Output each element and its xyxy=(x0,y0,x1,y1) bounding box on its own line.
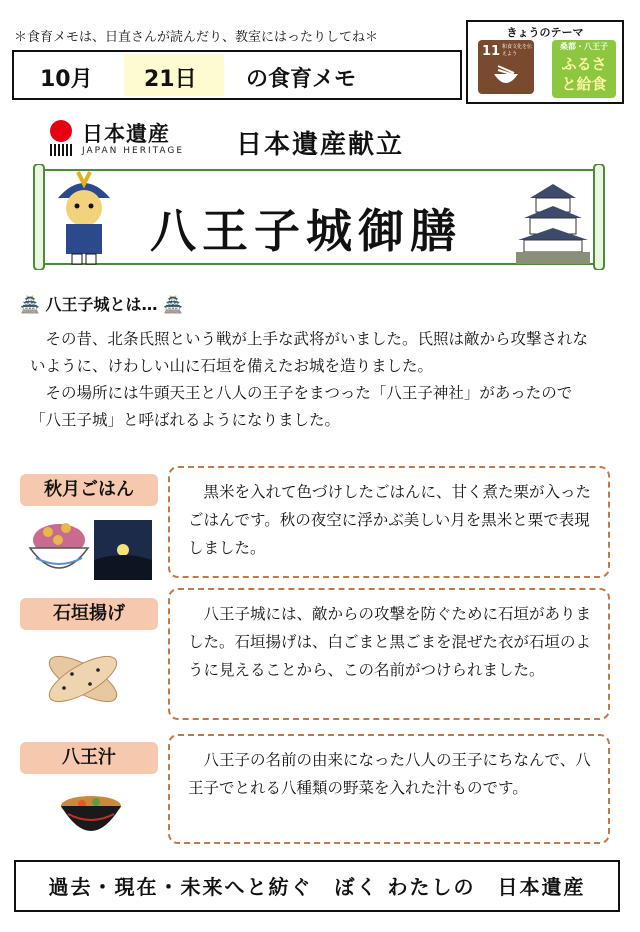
washoku-badge xyxy=(478,40,534,94)
local-label: 桑都・八王子 xyxy=(560,42,608,51)
night-moon-icon xyxy=(94,520,152,580)
theme-box xyxy=(466,20,624,104)
dish-name-tag: 秋月ごはん xyxy=(20,474,158,506)
samurai-character-icon xyxy=(48,168,120,266)
dish-description-card xyxy=(168,466,610,578)
section-heading xyxy=(20,292,183,315)
date-box xyxy=(12,50,462,100)
badge-number: 11 xyxy=(482,44,501,59)
heritage-name: 日本遺産 xyxy=(82,122,170,146)
rice-bowl-icon xyxy=(26,514,92,586)
dish-description-card xyxy=(168,734,610,844)
japan-heritage-logo-icon xyxy=(50,120,72,142)
castle-mark-icon: 🏯 xyxy=(20,295,40,314)
menu-title: 日本遺産献立 xyxy=(236,130,405,160)
day-label: 21日 xyxy=(144,67,197,92)
dish-description-card xyxy=(168,588,610,720)
dish-description: 八王子の名前の由来になった八人の王子にちなんで、八王子でとれる八種類の野菜を入れた汁ものです。 xyxy=(188,751,591,797)
furusato-badge xyxy=(552,40,616,98)
memo-label: の食育メモ xyxy=(246,67,357,92)
banner-title: 八王子城御膳 xyxy=(150,204,462,258)
intro-paragraph: その昔、北条氏照という戦が上手な武将がいました。氏照は敵から攻撃されないように、けわしい山に石垣を備えたお城を造りました。 xyxy=(30,330,589,375)
local-name: ふるさと給食 xyxy=(561,55,607,93)
dish-description: 八王子城には、敵からの攻撃を防ぐために石垣がありました。石垣揚げは、白ごまと黒ごまを混ぜた衣が石垣のように見えることから、この名前がつけられました。 xyxy=(188,605,592,679)
logo-bars-icon xyxy=(50,144,72,156)
footer-slogan: 過去・現在・未来へと紡ぐ ぼく わたしの 日本遺産 xyxy=(14,860,620,912)
section-heading-text: 八王子城とは… xyxy=(45,295,158,314)
dish-description: 黒米を入れて色づけしたごはんに、甘く煮た栗が入ったごはんです。秋の夜空に浮かぶ美しい月を黒米と栗で表現しました。 xyxy=(188,483,592,557)
fried-food-icon xyxy=(42,648,124,710)
top-note: ＊食育メモは、日直さんが読んだり、教室にはったりしてね＊ xyxy=(14,30,379,45)
dish-name-tag: 石垣揚げ xyxy=(20,598,158,630)
month-label: 10月 xyxy=(40,67,93,92)
castle-mark-icon: 🏯 xyxy=(163,295,184,314)
heritage-name-en: JAPAN HERITAGE xyxy=(82,146,185,156)
bowl-chopsticks-icon xyxy=(492,64,520,90)
theme-title: きょうのテーマ xyxy=(506,26,584,39)
intro-text xyxy=(30,326,590,434)
badge-text: 和食文化を伝えよう xyxy=(502,44,533,57)
dish-name-tag: 八王汁 xyxy=(20,742,158,774)
soup-bowl-icon xyxy=(58,786,124,848)
intro-paragraph: その場所には牛頭天王と八人の王子をまつった「八王子神社」があったので「八王子城」と呼ばれるようになりました。 xyxy=(30,384,573,429)
castle-icon xyxy=(516,180,590,264)
